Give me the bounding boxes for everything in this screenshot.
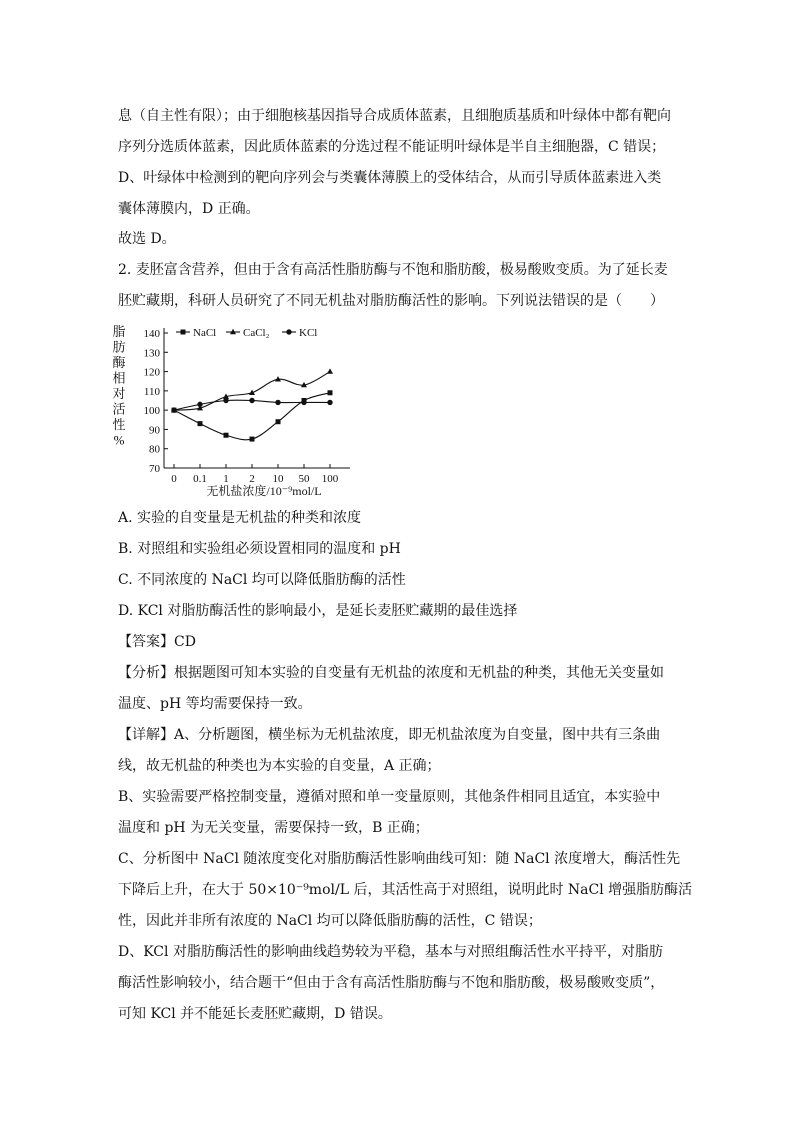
text-line: 囊体薄膜内，D 正确。: [118, 201, 260, 217]
data-point-nacl: [198, 421, 203, 426]
y-tick-label: 100: [143, 405, 160, 418]
analysis-line: 温度、pH 等均需要保持一致。: [118, 696, 312, 712]
legend-marker-kcl: [286, 329, 291, 334]
y-tick-label: 90: [149, 424, 160, 437]
data-point-kcl: [223, 398, 228, 403]
y-label-char: 肪: [112, 339, 126, 355]
data-point-kcl: [327, 400, 332, 405]
text-line: 故选 D。: [118, 231, 176, 247]
detail-line: 线，故无机盐的种类也为本实验的自变量，A 正确；: [118, 758, 441, 774]
detail-line: 可知 KCl 并不能延长麦胚贮藏期，D 错误。: [118, 1006, 392, 1022]
x-tick-label: 1: [223, 473, 229, 485]
x-tick-label: 2: [249, 473, 255, 485]
detail-line: D、KCl 对脂肪酶活性的影响曲线趋势较为平稳，基本与对照组酶活性水平持平，对脂肪: [118, 944, 663, 960]
y-label-char: 性: [112, 417, 126, 432]
legend-label-kcl: KCl: [299, 327, 318, 339]
chart-series: [171, 368, 333, 441]
data-point-nacl: [276, 419, 281, 424]
line-chart: [110, 320, 370, 505]
data-point-kcl: [301, 400, 306, 405]
legend-label-cacl: CaCl₂: [243, 327, 270, 339]
data-point-kcl: [249, 398, 254, 403]
data-point-kcl: [275, 400, 280, 405]
legend-marker-nacl: [181, 330, 186, 335]
detail-line: 【详解】A、分析题图，横坐标为无机盐浓度，即无机盐浓度为自变量，图中共有三条曲: [118, 727, 661, 743]
y-label-char: %: [113, 432, 125, 448]
y-tick-label: 80: [149, 443, 160, 456]
text-line: 息（自主性有限）；由于细胞核基因指导合成质体蓝素，且细胞质基质和叶绿体中都有靶向: [118, 108, 671, 124]
legend-label-nacl: NaCl: [193, 327, 217, 339]
answer-line: 【答案】CD: [118, 634, 196, 650]
y-label-char: 相: [112, 370, 126, 386]
y-tick-label: 130: [143, 347, 160, 360]
y-tick-label: 120: [143, 366, 160, 379]
y-label-char: 酶: [112, 355, 126, 370]
text-line: 序列分选质体蓝素，因此质体蓝素的分选过程不能证明叶绿体是半自主细胞器，C 错误；: [118, 139, 666, 155]
data-point-kcl: [197, 402, 202, 407]
chart-legend: [176, 327, 317, 339]
question-stem: 2. 麦胚富含营养，但由于含有高活性脂肪酶与不饱和脂肪酸，极易酸败变质。为了延长麦: [118, 262, 668, 278]
x-tick-label: 100: [321, 473, 339, 485]
x-tick-label: 0: [171, 473, 177, 485]
data-point-nacl: [250, 437, 255, 442]
option-d: D. KCl 对脂肪酶活性的影响最小，是延长麦胚贮藏期的最佳选择: [118, 603, 518, 619]
y-tick-label: 110: [143, 385, 160, 398]
x-axis-ticks: [171, 464, 339, 485]
option-b: B. 对照组和实验组必须设置相同的温度和 pH: [118, 541, 401, 557]
x-tick-label: 0.1: [193, 473, 207, 485]
option-c: C. 不同浓度的 NaCl 均可以降低脂肪酶的活性: [118, 572, 406, 588]
y-tick-label: 140: [143, 328, 160, 340]
y-axis-label: [112, 324, 125, 448]
x-tick-label: 50: [298, 473, 310, 485]
data-point-nacl: [328, 390, 333, 395]
data-point-cacl: [327, 368, 333, 373]
x-axis-label: 无机盐浓度/10⁻⁹mol/L: [206, 484, 322, 498]
y-label-char: 活: [112, 401, 126, 417]
detail-line: 温度和 pH 为无关变量，需要保持一致，B 正确；: [118, 820, 429, 836]
detail-line: 酶活性影响较小，结合题干“但由于含有高活性脂肪酶与不饱和脂肪酸，极易酸败变质”，: [118, 975, 665, 991]
y-label-char: 对: [112, 386, 126, 401]
question-stem: 胚贮藏期，科研人员研究了不同无机盐对脂肪酶活性的影响。下列说法错误的是（ ）: [118, 293, 664, 309]
text-line: D、叶绿体中检测到的靶向序列会与类囊体薄膜上的受体结合，从而引导质体蓝素进入类: [118, 170, 662, 186]
detail-line: 性，因此并非所有浓度的 NaCl 均可以降低脂肪酶的活性，C 错误；: [118, 913, 542, 929]
x-tick-label: 10: [272, 473, 284, 485]
detail-line: 下降后上升，在大于 50×10⁻⁹mol/L 后，其活性高于对照组，说明此时 NaCl 增强脂肪酶活: [118, 882, 693, 898]
detail-line: C、分析图中 NaCl 随浓度变化对脂肪酶活性影响曲线可知：随 NaCl 浓度增大，酶活性先: [118, 851, 681, 867]
detail-line: B、实验需要严格控制变量，遵循对照和单一变量原则，其他条件相同且适宜，本实验中: [118, 789, 661, 805]
data-point-nacl: [224, 433, 229, 438]
y-label-char: 脂: [112, 324, 126, 339]
data-point-kcl: [171, 407, 176, 412]
y-tick-label: 70: [149, 463, 160, 475]
analysis-line: 【分析】根据题图可知本实验的自变量有无机盐的浓度和无机盐的种类，其他无关变量如: [118, 665, 664, 681]
option-a: A. 实验的自变量是无机盐的种类和浓度: [118, 510, 362, 526]
